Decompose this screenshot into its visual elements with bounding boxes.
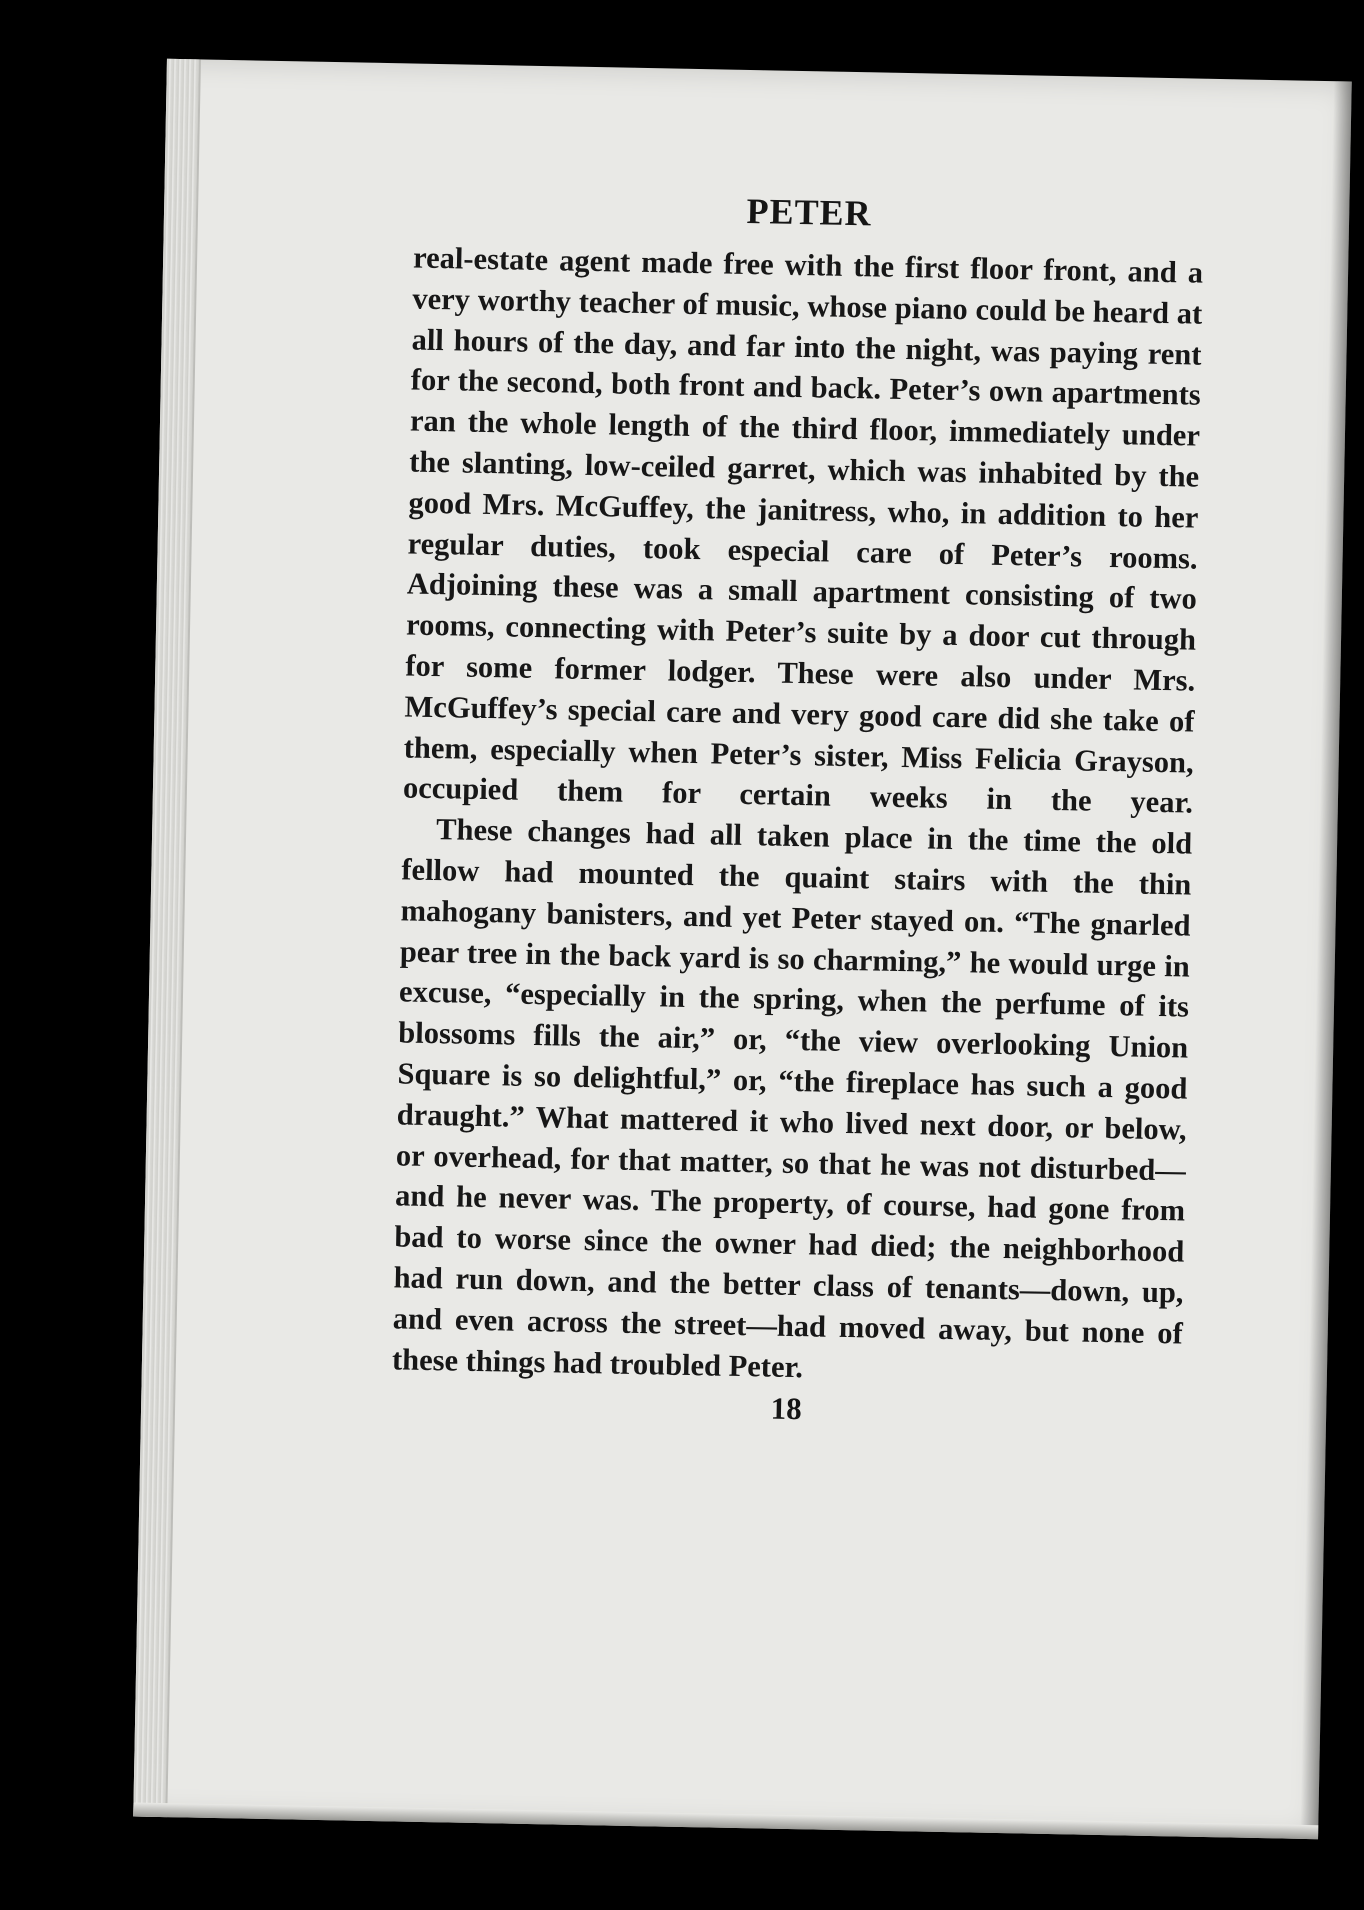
paragraph-1: real-estate agent made free with the first floor front, and a very worthy teacher of music, whose piano could be heard at all hours of the day, and far into the night, was paying rent for the second, both front and back. Peter’s own apartments ran the whole length of the third floor, immediately under the slanting, low-ceiled garret, which was inhabited by the good Mrs. McGuffey, the janitress, who, in addition to her regular duties, took especial care of Peter’s rooms. Adjoining these was a small apartment consisting of two rooms, connecting with Peter’s suite by a door cut through for some former lodger. These were also under Mrs. McGuffey’s special care and very good care did she take of them, especially when Peter’s sister, Miss Felicia Grayson, occupied them for certain weeks in the year. [402,240,1204,820]
page-edges [133,59,201,1817]
page-number: 18 [770,1390,803,1427]
spine-shadow [1300,81,1352,1839]
page-content [391,184,1205,1435]
paragraph-2: These changes had all taken place in the time the old fellow had mounted the quaint stairs with the thin mahogany banisters, and yet Peter stayed on. “The gnarled pear tree in the back yard is so charming,” he would urge in excuse, “especially in the spring, when the perfume of its blossoms fills the air,” or, “the view overlooking Union Square is so delightful,” or, “the fireplace has such a good draught.” What mattered it who lived next door, or below, or overhead, for that matter, so that he was not disturbed—and he never was. The property, of course, had gone from bad to worse since the owner had died; the neighborhood had run down, and the better class of tenants—down, up, and even across the street—had moved away, but none of these things had troubled Peter. [391,812,1193,1384]
book-page [133,59,1352,1839]
bottom-edge [133,1802,1318,1839]
running-head: PETER [746,190,873,234]
